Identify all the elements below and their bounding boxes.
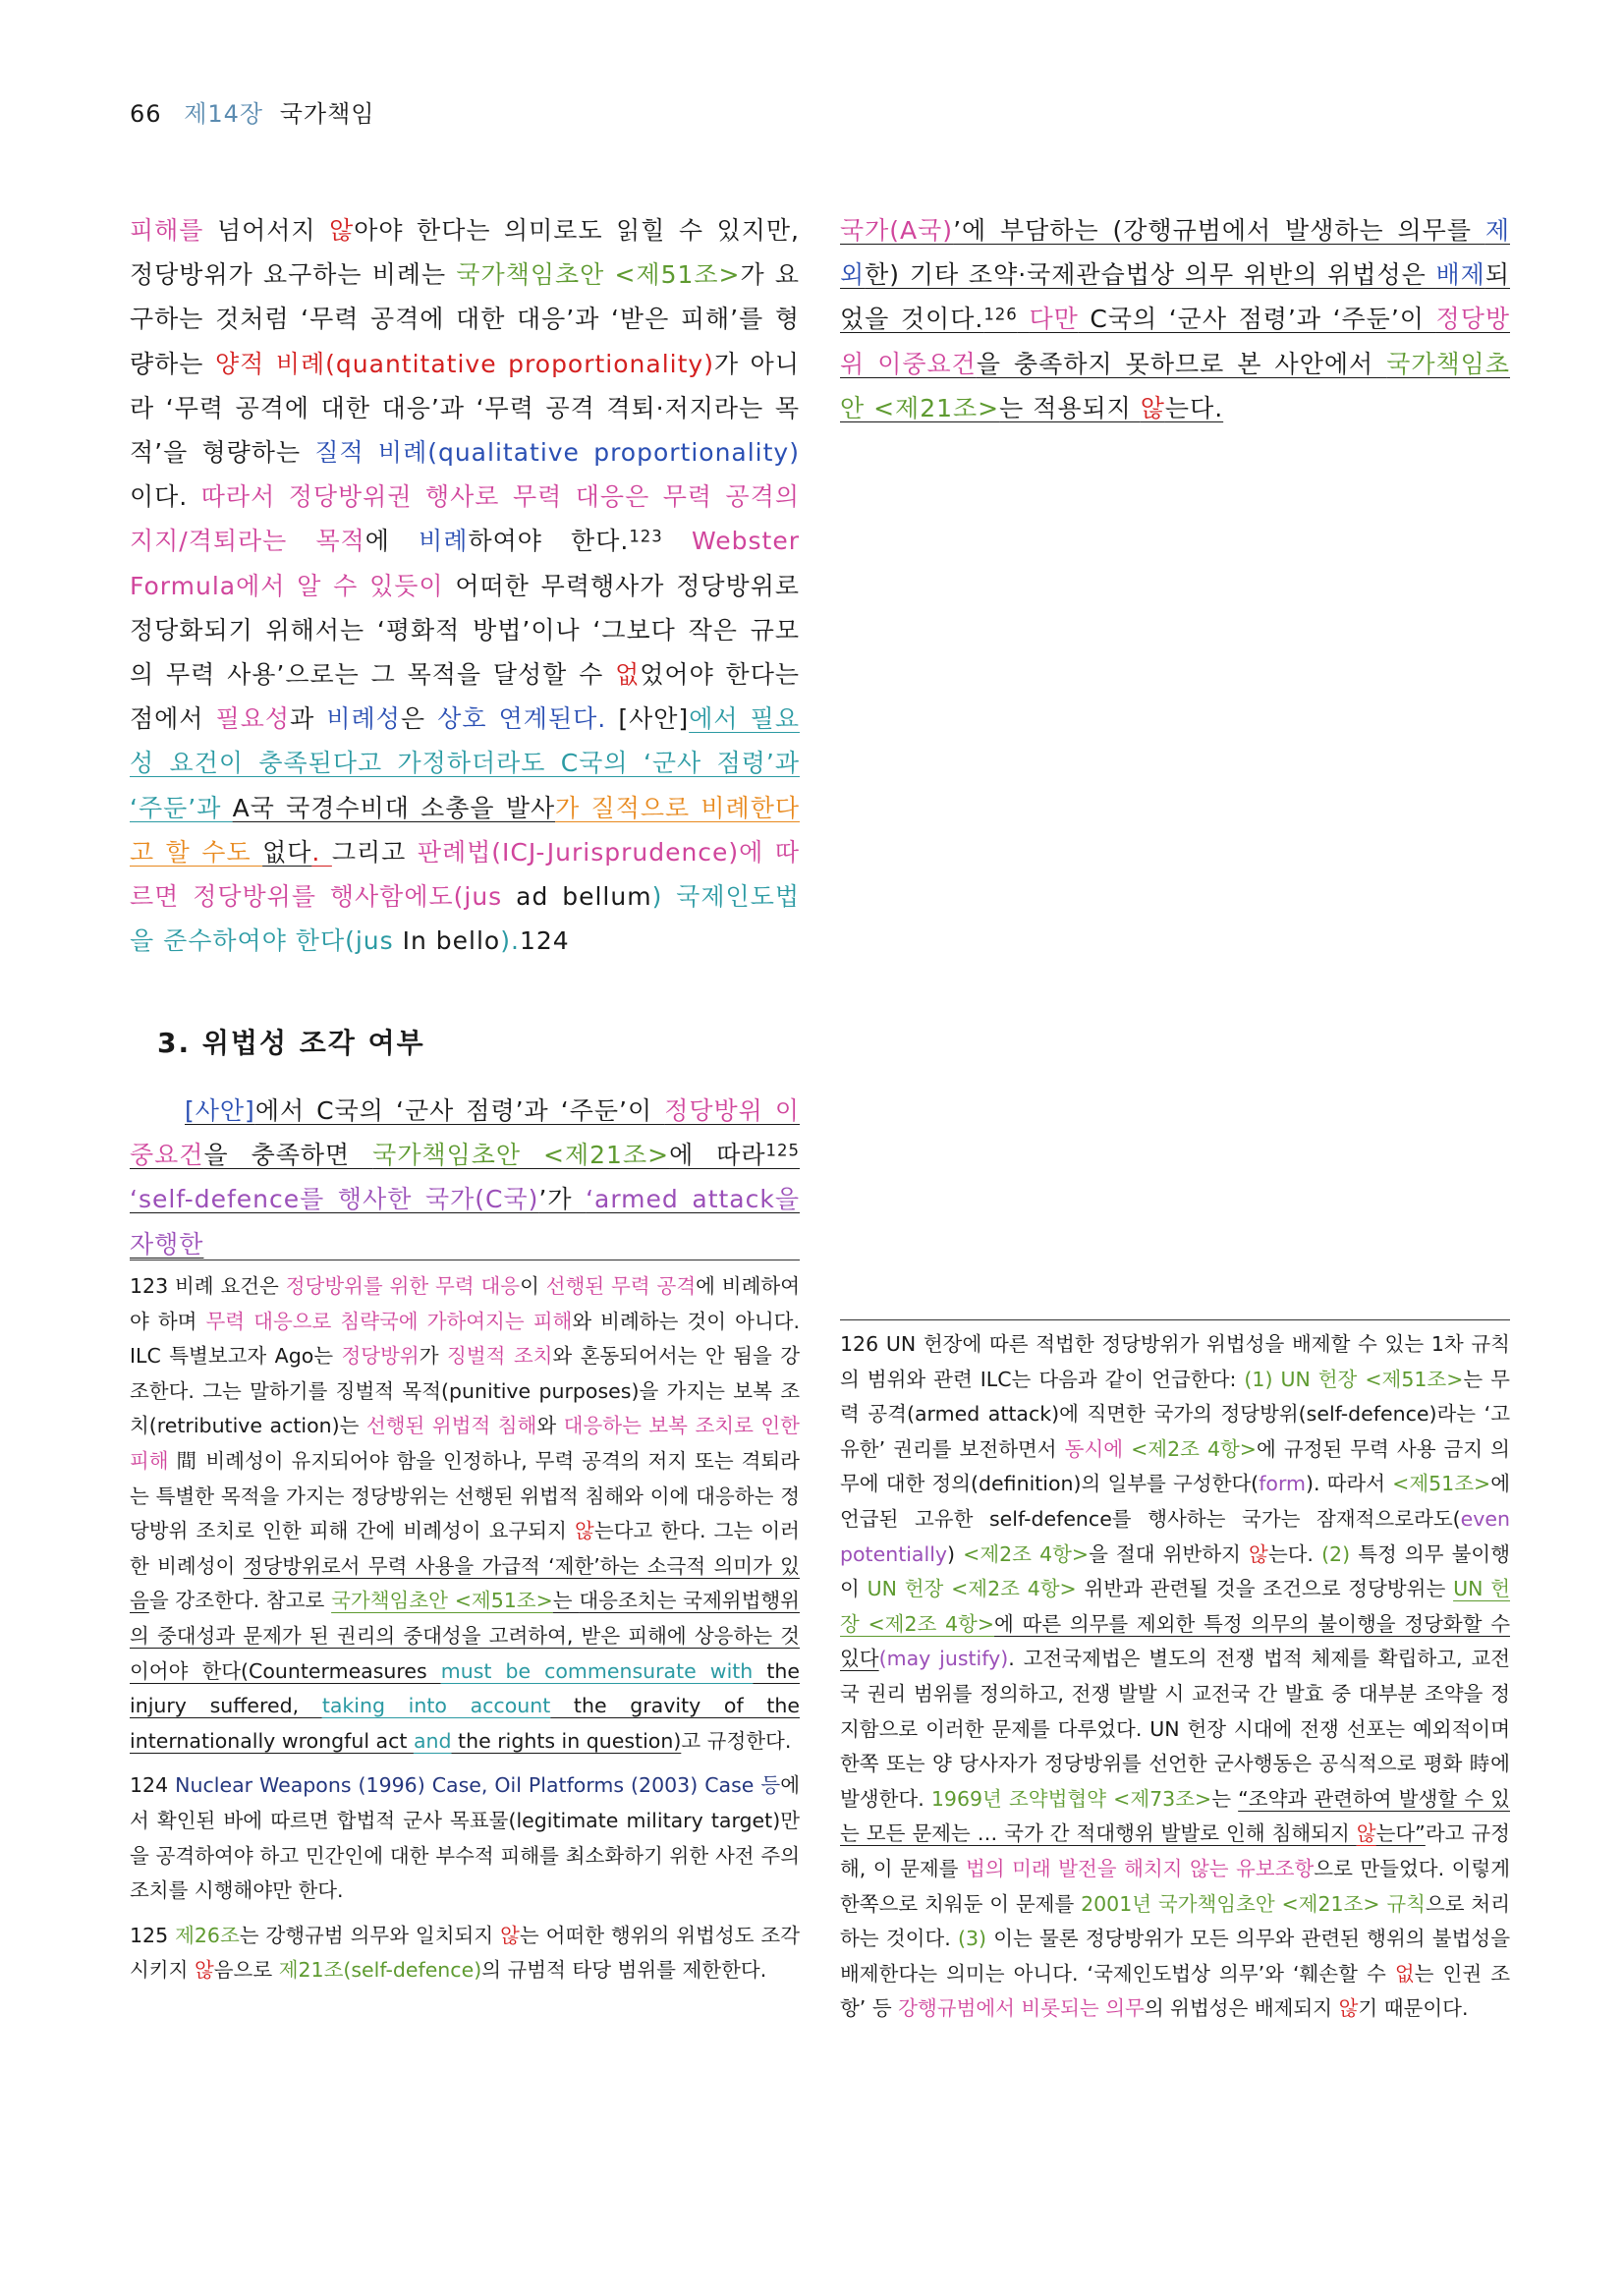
text-run: (2) xyxy=(1321,1541,1351,1566)
text-run: 않 xyxy=(1338,1996,1359,2021)
text-run: 고 규정한다. xyxy=(681,1728,792,1753)
text-run: 양적 비례(quantitative proportionality) xyxy=(215,349,714,378)
paragraph xyxy=(840,208,1510,430)
text-run: ’가 xyxy=(538,1185,587,1214)
footnote-number: 123 xyxy=(130,1274,169,1298)
text-run: . 고전국제법은 별도의 전쟁 법적 체제를 확립하고, 교전국 권리 범위를 정의하고, 전쟁 발발 시 교전국 간 발효 중 대부분 조약을 정지함으로 이러한 문제를 다루었다. UN 헌장 시대에 전쟁 선포는 예외적이며 한쪽 또는 양 당사자가 정당방위를 선언한 군사행동은 공식적으로 평화 時에 발생한다. xyxy=(840,1647,1510,1811)
text-run: 가 xyxy=(419,1344,447,1369)
text-run: 비례 xyxy=(419,527,469,556)
text-run: 을 강조한다. 참고로 xyxy=(148,1589,332,1613)
text-run: ). xyxy=(500,926,520,956)
right-body-column xyxy=(840,208,1510,430)
text-run: [사안] xyxy=(185,1096,255,1125)
text-run: 와 xyxy=(536,1414,564,1438)
text-run: 에 따른 의무를 제외한 특정 의무의 불이행을 정당화할 수 있다 xyxy=(840,1611,1510,1671)
text-run: 는다. xyxy=(1164,393,1224,422)
text-run: 국가책임초안 <제51조> xyxy=(331,1589,553,1613)
text-run: UN 헌장 <제2조 4항> xyxy=(867,1577,1077,1601)
section3-body xyxy=(130,1089,800,1266)
left-footnotes xyxy=(130,1269,800,1998)
text-run: . xyxy=(597,704,619,734)
text-run: the gravity of the internationally wrongful act xyxy=(130,1694,800,1753)
text-run: 는다. xyxy=(1267,1541,1322,1566)
paragraph xyxy=(130,1089,800,1266)
text-run: 은 xyxy=(400,704,438,734)
text-run: 을 충족하지 못하므로 본 사안에서 xyxy=(976,349,1387,378)
footnote-123 xyxy=(130,1269,800,1759)
text-run: 국가(A국) xyxy=(840,216,954,245)
text-run: 않 xyxy=(1249,1541,1268,1566)
text-run: 124 xyxy=(519,926,570,956)
footnote-divider xyxy=(840,1319,1510,1320)
text-run: 이 xyxy=(520,1274,546,1298)
text-run: 에서 확인된 바에 따르면 합법적 군사 목표물(legitimate military target)만을 공격하여야 하고 민간인에 대한 부수적 피해를 최소화하기 위한 사전 주의 조치를 시행해야만 한다. xyxy=(130,1773,800,1903)
text-run: 넘어서지 xyxy=(203,216,330,245)
text-run: UN 헌장에 따른 적법한 정당방위가 위법성을 배제할 수 있는 1차 규칙의 범위와 관련 ILC는 다음과 같이 언급한다: xyxy=(840,1332,1510,1391)
text-run: 강행규범에서 비롯되는 의무 xyxy=(898,1996,1145,2021)
text-run: 정당방위로서 무력 사용을 가급적 ‘제한’하는 소극적 의미가 있음 xyxy=(130,1553,800,1613)
text-run: 으로 처리하는 것이다. xyxy=(840,1891,1510,1951)
text-run: 징벌적 조치 xyxy=(446,1344,553,1369)
text-run: 는다고 한다. 그는 이러한 비례성이 xyxy=(130,1519,800,1578)
text-run: and xyxy=(413,1728,452,1753)
text-run: 대응하는 보복 조치로 인한 피해 xyxy=(130,1414,800,1473)
text-run: 없 xyxy=(1394,1961,1415,1986)
text-run: ) 국제인도법을 준수하여야 한다(jus xyxy=(130,882,800,956)
text-run: 않 xyxy=(329,216,355,245)
text-run: 선행된 무력 공격 xyxy=(545,1274,697,1298)
text-run: ad bellum xyxy=(516,882,652,912)
text-run: 와 비례하는 것이 아니다. ILC 특별보고자 Ago는 xyxy=(130,1309,800,1369)
footnote-number: 126 xyxy=(840,1332,879,1356)
text-run: 이는 물론 정당방위가 모든 의무와 관련된 행위의 불법성을 배제한다는 의미는 아니다. ‘국제인도법상 의무’와 ‘훼손할 수 xyxy=(840,1927,1510,1986)
text-run: 정당방위 이중요건 xyxy=(130,1096,801,1170)
footnote-124 xyxy=(130,1768,800,1908)
left-body-column xyxy=(130,208,800,963)
right-footnotes xyxy=(840,1327,1510,2037)
text-run: 정당방위권 행사로 무력 대응은 무력 공격의 지지/격퇴라는 목적 xyxy=(130,482,800,556)
text-run xyxy=(1018,305,1030,333)
text-run: the injury suffered, xyxy=(130,1658,800,1718)
footnote-126 xyxy=(840,1327,1510,2027)
text-run: 가 질적으로 비례한다고 할 수도 xyxy=(130,793,801,867)
text-run: 에 규정된 무력 사용 금지 의무에 대한 정의(definition)의 일부를 구성한다( xyxy=(840,1436,1510,1496)
text-run: 는 xyxy=(552,1589,580,1613)
text-run: 었어야 한다는 점에서 xyxy=(130,660,800,734)
text-run: 그리고 xyxy=(331,837,407,867)
paragraph xyxy=(130,208,800,963)
text-run: 배제 xyxy=(1435,260,1485,290)
text-run: 음으로 xyxy=(213,1958,279,1983)
text-run: 제26조 xyxy=(175,1923,240,1947)
text-run: 는 무력 공격(armed attack)에 직면한 국가의 정당방위(self-defence)라는 ‘고유한’ 권리를 보전하면서 xyxy=(840,1367,1510,1461)
text-run: 가 요구하는 것처럼 ‘무력 공격에 대한 대응’과 ‘받은 피해’를 형량하는 xyxy=(130,260,800,378)
text-run: 의 규범적 타당 범위를 제한한다. xyxy=(481,1958,767,1983)
text-run: C국의 ‘군사 점령’과 ‘주둔’이 xyxy=(1078,305,1436,334)
text-run: 하여야 한다. xyxy=(468,527,630,556)
text-run: 제21조(self-defence) xyxy=(278,1958,482,1983)
text-run: 을 충족하면 xyxy=(203,1141,373,1170)
text-run: 과 xyxy=(290,704,327,734)
text-run: 의 위법성은 배제되지 xyxy=(1144,1996,1339,2021)
text-run: 않 xyxy=(500,1923,520,1947)
text-run: UN 헌장 <제51조> xyxy=(1280,1367,1464,1391)
text-run: 아야 한다는 의미로도 읽힐 수 있지만, 정당방위가 요구하는 비례는 xyxy=(130,216,800,290)
text-run: 는다” xyxy=(1375,1821,1426,1846)
footnote-ref[interactable]: 123 xyxy=(629,528,663,546)
text-run: 상호 연계된다 xyxy=(437,704,598,734)
text-run: 에 비례하여야 하며 xyxy=(130,1274,801,1333)
chapter-number: 제14장 xyxy=(184,100,264,128)
text-run: ’에 부담하는 (강행규범에서 발생하는 의무를 xyxy=(953,216,1485,245)
text-run: 한) 기타 조약·국제관습법상 의무 위반의 위법성은 xyxy=(865,260,1436,290)
text-run: 이다. xyxy=(130,482,201,512)
text-run: [사안] xyxy=(618,704,690,734)
text-run: 정당방위 이중요건 xyxy=(840,305,1510,378)
text-run: 2001년 국가책임초안 <제21조> 규칙 xyxy=(1081,1891,1426,1916)
footnote-125 xyxy=(130,1919,800,1988)
text-run: 라고 규정해, 이 문제를 xyxy=(840,1821,1510,1880)
text-run: the rights in question) xyxy=(451,1728,682,1753)
text-run: 따라서 xyxy=(200,482,276,512)
text-run: 판례법(ICJ-Jurisprudence)에 따르면 정당방위를 행사함에도(jus xyxy=(130,837,800,912)
text-run: 는 인권 조항’ 등 xyxy=(840,1961,1510,2021)
text-run: 제외 xyxy=(840,216,1510,290)
text-run: 않 xyxy=(194,1958,214,1983)
text-run: taking into account xyxy=(321,1694,551,1718)
text-run: even potentially xyxy=(840,1506,1510,1566)
text-run: ‘self-defence를 행사한 국가(C국) xyxy=(130,1185,539,1214)
text-run: (1) xyxy=(1244,1367,1273,1391)
text-run: 비례성 xyxy=(326,704,401,734)
text-run: 에서 필요성 요건이 충족된다고 가정하더라도 C국의 ‘군사 점령’과 ‘주둔’과 xyxy=(130,704,800,822)
text-run: 으로 만들었다. 이렇게 한쪽으로 치워둔 이 문제를 xyxy=(840,1856,1510,1916)
footnote-ref[interactable]: 125 xyxy=(765,1141,800,1160)
text-run: 국가책임초안 <제51조> xyxy=(456,260,741,290)
text-run: <제51조> xyxy=(1392,1472,1491,1496)
text-run: 정당방위를 위한 무력 대응 xyxy=(285,1274,521,1298)
text-run: 間 비례성이 유지되어야 함을 인정하나, 무력 공격의 저지 또는 격퇴라는 특별한 목적을 가지는 정당방위는 선행된 위법적 침해와 이에 대응하는 정당방위 조치로 인한 피해 간에 비례성이 요구되지 xyxy=(130,1448,800,1543)
page-number: 66 xyxy=(130,100,162,128)
text-run: ). 따라서 xyxy=(1305,1472,1393,1496)
text-run: 정당방위 xyxy=(341,1344,420,1369)
text-run: 동시에 xyxy=(1064,1436,1124,1461)
text-run xyxy=(663,527,692,555)
text-run: 위반과 관련될 것을 조건으로 정당방위는 xyxy=(1076,1577,1454,1601)
text-run: (3) xyxy=(957,1927,987,1951)
text-run: 국가책임초안 <제21조> xyxy=(840,349,1510,422)
footnote-number: 124 xyxy=(130,1773,169,1798)
text-run: 국가책임초안 <제21조> xyxy=(372,1141,670,1170)
text-run: form xyxy=(1259,1472,1306,1496)
text-run: 와 혼동되어서는 안 됨을 강조한다. 그는 말하기를 징벌적 목적(punitive purposes)을 가지는 보복 조치(retributive action)는 xyxy=(130,1344,801,1438)
text-run: . xyxy=(311,837,332,867)
text-run: 에서 C국의 ‘군사 점령’과 ‘주둔’이 xyxy=(254,1096,665,1125)
text-run: UN 헌장 <제2조 4항> xyxy=(840,1577,1511,1636)
text-run: 않 xyxy=(1140,393,1165,422)
text-run xyxy=(1123,1437,1131,1461)
text-run: A국 국경수비대 소총을 발사 xyxy=(232,793,556,822)
section-heading: 3. 위법성 조각 여부 xyxy=(157,1027,425,1059)
text-run: 질적 비례(qualitative proportionality) xyxy=(314,438,800,468)
text-run: “조약과 관련하여 발생할 수 있는 모든 문제는 … 국가 간 적대행위 발발로 인해 침해되지 xyxy=(840,1786,1510,1846)
text-run: 을 절대 위반하지 xyxy=(1089,1541,1250,1566)
text-run: 특정 의무 불이행이 xyxy=(840,1541,1511,1601)
text-run: 법의 미래 발전을 해치지 않는 유보조항 xyxy=(966,1856,1315,1880)
text-run: 없다 xyxy=(262,837,312,867)
text-run: 선행된 위법적 침해 xyxy=(365,1414,537,1438)
text-run: 기 때문이다. xyxy=(1358,1996,1469,2021)
text-run: 없 xyxy=(615,660,641,690)
text-run: 비례 요건은 xyxy=(168,1274,286,1298)
text-run: 는 어떠한 행위의 위법성도 조각시키지 xyxy=(130,1923,800,1983)
text-run: 다만 xyxy=(1029,305,1079,334)
text-run: (may justify) xyxy=(878,1647,1009,1671)
text-run: 않 xyxy=(575,1519,594,1543)
text-run: 되었을 것이다. xyxy=(840,260,1510,334)
text-run: In bello xyxy=(402,926,501,956)
text-run: 는 적용되지 xyxy=(999,393,1141,422)
text-run: Webster Formula에서 알 수 있듯이 xyxy=(130,527,800,600)
footnote-ref[interactable]: 126 xyxy=(983,305,1018,324)
text-run: 에 xyxy=(364,527,420,556)
text-run: 에 따라 xyxy=(669,1141,766,1170)
text-run: ) xyxy=(947,1541,964,1566)
chapter-title: 국가책임 xyxy=(279,100,375,128)
text-run: 1969년 조약법협약 <제73조> xyxy=(930,1786,1212,1811)
text-run: <제2조 4항> xyxy=(963,1541,1090,1566)
footnote-number: 125 xyxy=(130,1923,169,1947)
page-header xyxy=(130,94,375,129)
text-run: 어떠한 무력행사가 정당방위로 정당화되기 위해서는 ‘평화적 방법’이나 ‘그보다 작은 규모의 무력 사용’으로는 그 목적을 달성할 수 xyxy=(130,571,800,690)
text-run: <제2조 4항> xyxy=(1131,1436,1257,1461)
text-run: 필요성 xyxy=(215,704,291,734)
text-run: 는 xyxy=(1211,1786,1239,1811)
text-run: 않 xyxy=(1356,1821,1376,1846)
text-run: ‘armed attack을 자행한 xyxy=(130,1185,800,1259)
text-run: 에 언급된 고유한 self-defence를 행사하는 국가는 잠재적으로라도( xyxy=(840,1472,1510,1531)
text-run: 가 아니라 ‘무력 공격에 대한 대응’과 ‘무력 공격 격퇴·저지라는 목적’을 형량하는 xyxy=(130,349,800,468)
text-run: must be commensurate with xyxy=(440,1658,754,1683)
text-run: 는 강행규범 의무와 일치되지 xyxy=(239,1923,501,1947)
text-run xyxy=(275,482,289,511)
text-run: 대응조치는 국제위법행위의 중대성과 문제가 된 권리의 중대성을 고려하여, 받은 피해에 상응하는 것이어야 한다(Countermeasures xyxy=(130,1589,800,1683)
text-run: 피해를 xyxy=(130,216,204,245)
text-run: Nuclear Weapons (1996) Case, Oil Platforms (2003) Case 등 xyxy=(175,1773,781,1798)
text-run: 무력 대응으로 침략국에 가하여지는 피해 xyxy=(205,1309,573,1333)
